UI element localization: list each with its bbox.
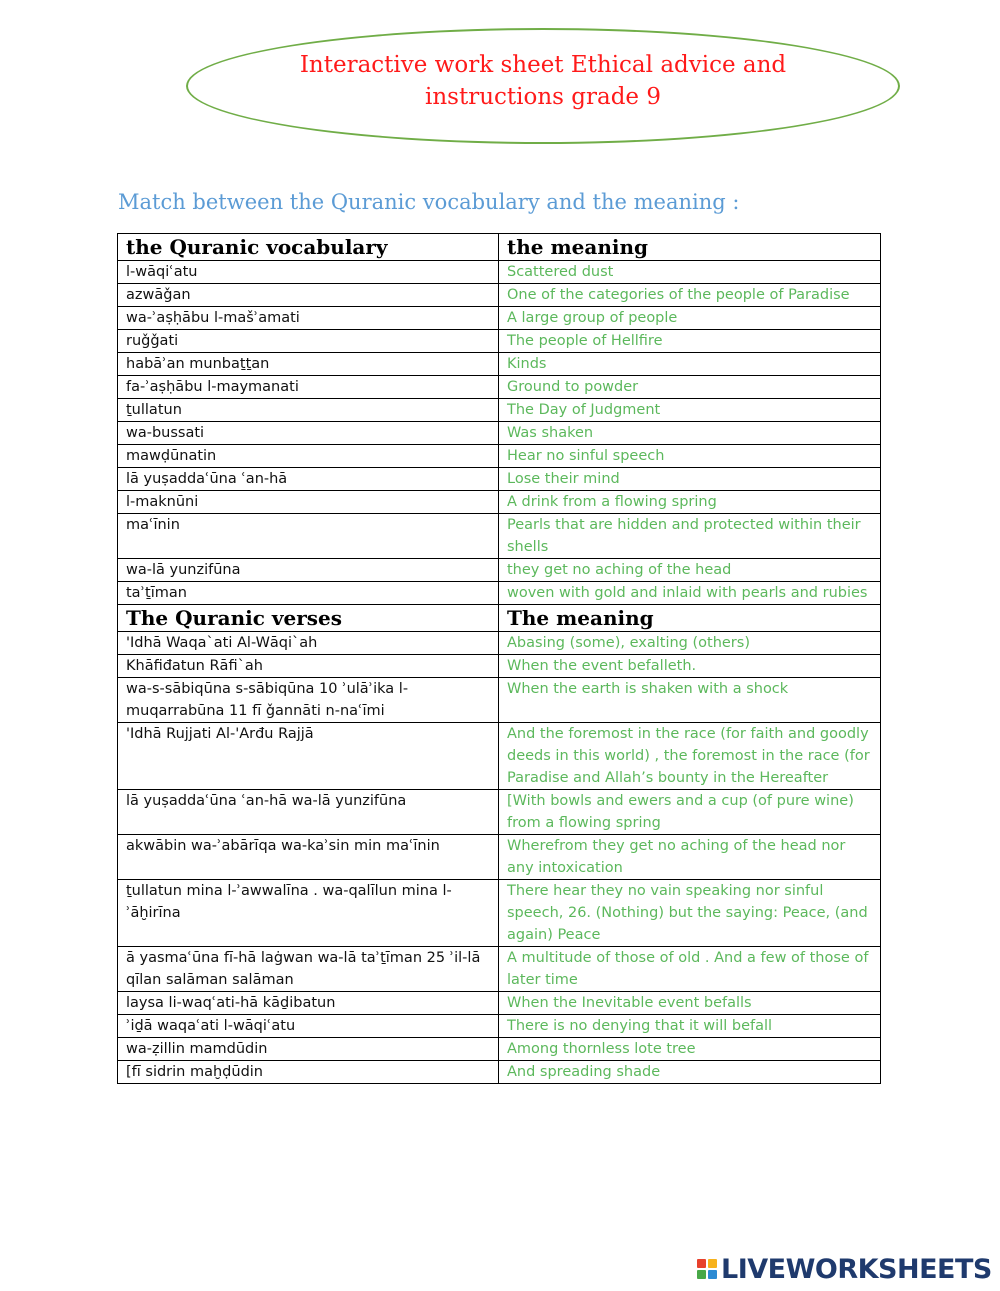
table-row (118, 1015, 881, 1038)
table-row (118, 790, 881, 835)
table-row (118, 307, 881, 330)
vocab-header-left: the Quranic vocabulary (118, 234, 499, 261)
meaning-cell: A drink from a flowing spring (499, 491, 881, 514)
table-row (118, 723, 881, 790)
meaning-cell: Wherefrom they get no aching of the head nor any intoxication (499, 835, 881, 880)
meaning-cell: Kinds (499, 353, 881, 376)
table-row (118, 468, 881, 491)
matching-table (117, 233, 881, 1084)
meaning-cell: [With bowls and ewers and a cup (of pure wine) from a flowing spring (499, 790, 881, 835)
arabic-term-cell: l-maknūni (118, 491, 499, 514)
meaning-cell: Abasing (some), exalting (others) (499, 632, 881, 655)
arabic-term-cell: maʿīnin (118, 514, 499, 559)
meaning-cell: The people of Hellfire (499, 330, 881, 353)
table-row (118, 947, 881, 992)
meaning-cell: And spreading shade (499, 1061, 881, 1084)
arabic-term-cell: ṯullatun (118, 399, 499, 422)
arabic-term-cell: wa-s-sābiqūna s-sābiqūna 10 ʾulāʾika l-muqarrabūna 11 fī ǧannāti n-naʿīmi (118, 678, 499, 723)
meaning-cell: When the event befalleth. (499, 655, 881, 678)
meaning-cell: There hear they no vain speaking nor sinful speech, 26. (Nothing) but the saying: Peace, (and again) Peace (499, 880, 881, 947)
arabic-term-cell: 'Idhā Waqa`ati Al-Wāqi`ah (118, 632, 499, 655)
meaning-cell: Hear no sinful speech (499, 445, 881, 468)
arabic-term-cell: ṯullatun mina l-ʾawwalīna . wa-qalīlun mina l-ʾāḫirīna (118, 880, 499, 947)
meaning-cell: A large group of people (499, 307, 881, 330)
arabic-term-cell: Khāfiđatun Rāfi`ah (118, 655, 499, 678)
arabic-term-cell: wa-bussati (118, 422, 499, 445)
instruction-text: Match between the Quranic vocabulary and the meaning : (118, 190, 740, 214)
arabic-term-cell: wa-ʾaṣḥābu l-mašʾamati (118, 307, 499, 330)
arabic-term-cell: habāʾan munbaṯṯan (118, 353, 499, 376)
table-row (118, 445, 881, 468)
table-row (118, 330, 881, 353)
arabic-term-cell: wa-ẓillin mamdūdin (118, 1038, 499, 1061)
meaning-cell: woven with gold and inlaid with pearls and rubies (499, 582, 881, 605)
table-row (118, 514, 881, 559)
table-row (118, 1061, 881, 1084)
meaning-cell: One of the categories of the people of Paradise (499, 284, 881, 307)
meaning-cell: And the foremost in the race (for faith and goodly deeds in this world) , the foremost in the race (for Paradise and Allah’s bounty in the Hereafter (499, 723, 881, 790)
arabic-term-cell: ruǧǧati (118, 330, 499, 353)
meaning-cell: Among thornless lote tree (499, 1038, 881, 1061)
table-row (118, 399, 881, 422)
logo-square (708, 1270, 717, 1279)
arabic-term-cell: ʾiḏā waqaʿati l-wāqiʿatu (118, 1015, 499, 1038)
arabic-term-cell: fa-ʾaṣḥābu l-maymanati (118, 376, 499, 399)
arabic-term-cell: laysa li-waqʿati-hā kāḏibatun (118, 992, 499, 1015)
logo-square (697, 1270, 706, 1279)
table-row (118, 559, 881, 582)
table-row (118, 632, 881, 655)
meaning-cell: When the earth is shaken with a shock (499, 678, 881, 723)
table-row (118, 655, 881, 678)
table-row (118, 582, 881, 605)
logo-square (697, 1259, 706, 1268)
arabic-term-cell: 'Idhā Rujjati Al-'Arđu Rajjā (118, 723, 499, 790)
arabic-term-cell: ā yasmaʿūna fī-hā laġwan wa-lā taʾṯīman 25 ʾil-lā qīlan salāman salāman (118, 947, 499, 992)
table-row (118, 261, 881, 284)
arabic-term-cell: [fī sidrin maḫḍūdin (118, 1061, 499, 1084)
arabic-term-cell: lā yuṣaddaʿūna ʿan-hā (118, 468, 499, 491)
verses-header-right: The meaning (499, 605, 881, 632)
table-row (118, 491, 881, 514)
verses-header-left: The Quranic verses (118, 605, 499, 632)
table-row (118, 880, 881, 947)
arabic-term-cell: akwābin wa-ʾabārīqa wa-kaʾsin min maʿīnin (118, 835, 499, 880)
arabic-term-cell: azwāǧan (118, 284, 499, 307)
liveworksheets-logo (697, 1252, 992, 1286)
arabic-term-cell: taʾṯīman (118, 582, 499, 605)
vocab-header-row (118, 234, 881, 261)
logo-icon (697, 1259, 717, 1279)
meaning-cell: When the Inevitable event befalls (499, 992, 881, 1015)
logo-square (708, 1259, 717, 1268)
meaning-cell: Was shaken (499, 422, 881, 445)
verses-header-row (118, 605, 881, 632)
vocab-header-right: the meaning (499, 234, 881, 261)
meaning-cell: A multitude of those of old . And a few of those of later time (499, 947, 881, 992)
meaning-cell: The Day of Judgment (499, 399, 881, 422)
table-row (118, 353, 881, 376)
arabic-term-cell: mawḍūnatin (118, 445, 499, 468)
table-row (118, 835, 881, 880)
meaning-cell: they get no aching of the head (499, 559, 881, 582)
table-row (118, 422, 881, 445)
table-row (118, 284, 881, 307)
title-line-2: instructions grade 9 (425, 84, 661, 110)
worksheet-title (186, 49, 900, 113)
table-row (118, 678, 881, 723)
logo-text: LIVEWORKSHEETS (721, 1253, 992, 1285)
meaning-cell: There is no denying that it will befall (499, 1015, 881, 1038)
table-row (118, 376, 881, 399)
meaning-cell: Lose their mind (499, 468, 881, 491)
meaning-cell: Ground to powder (499, 376, 881, 399)
table-row (118, 992, 881, 1015)
table-row (118, 1038, 881, 1061)
arabic-term-cell: wa-lā yunzifūna (118, 559, 499, 582)
arabic-term-cell: l-wāqiʿatu (118, 261, 499, 284)
arabic-term-cell: lā yuṣaddaʿūna ʿan-hā wa-lā yunzifūna (118, 790, 499, 835)
title-line-1: Interactive work sheet Ethical advice and (299, 52, 787, 78)
meaning-cell: Scattered dust (499, 261, 881, 284)
meaning-cell: Pearls that are hidden and protected within their shells (499, 514, 881, 559)
